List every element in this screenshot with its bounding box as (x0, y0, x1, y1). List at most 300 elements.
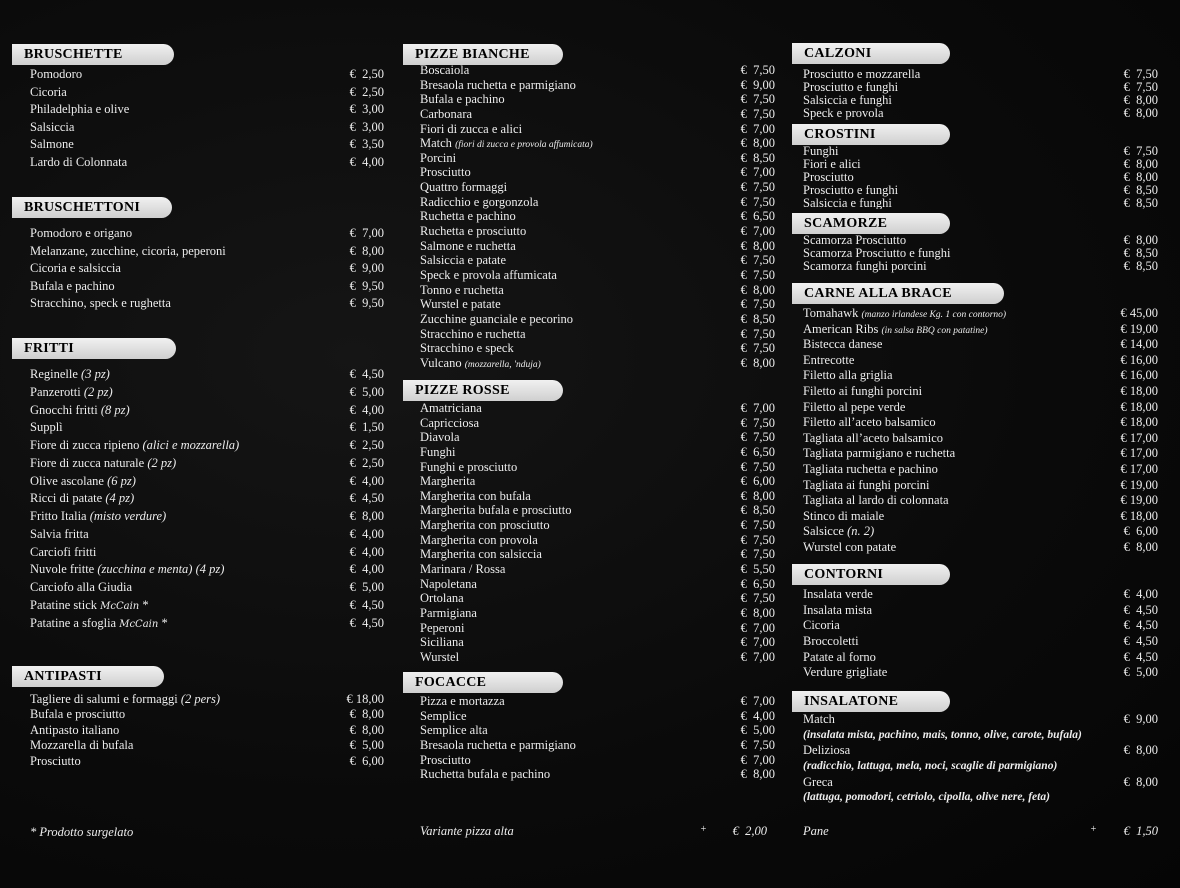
menu-item-price: € 8,00 (349, 509, 384, 523)
menu-item (30, 260, 384, 278)
menu-item-price: € 7,50 (740, 297, 775, 312)
menu-item-price: € 9,00 (349, 261, 384, 276)
item-name-text: Pomodoro (30, 67, 83, 81)
menu-item (803, 158, 1158, 171)
menu-item-price: € 8,00 (349, 243, 384, 258)
menu-item-price: € 8,00 (740, 767, 775, 782)
menu-item-name (420, 474, 723, 489)
menu-item (803, 247, 1158, 260)
menu-item (803, 184, 1158, 197)
menu-item-price: € 7,50 (740, 547, 775, 562)
menu-item-name (30, 119, 332, 137)
menu-item (420, 650, 775, 665)
item-name-text: Vulcano (420, 355, 462, 370)
menu-item (30, 707, 384, 722)
menu-item (803, 618, 1158, 634)
menu-item-name (420, 489, 723, 504)
menu-item-price: € 7,00 (740, 401, 775, 415)
menu-item-price: € 17,00 (1120, 446, 1158, 461)
menu-item (420, 474, 775, 489)
menu-item-name (803, 145, 1106, 158)
menu-item (30, 136, 384, 154)
menu-item-price: € 18,00 (1120, 399, 1158, 414)
menu-item-name (420, 416, 723, 431)
menu-item (420, 518, 775, 533)
menu-item (420, 591, 775, 606)
menu-item-price: € 8,00 (1123, 743, 1158, 758)
menu-item (420, 723, 775, 738)
menu-item-price: € 5,00 (740, 723, 775, 738)
menu-item-name (30, 754, 332, 769)
menu-item-name (803, 158, 1106, 171)
menu-item-price: € 8,00 (1123, 774, 1158, 789)
menu-item-name (420, 591, 723, 606)
item-name-text: Ruchetta e pachino (420, 209, 516, 224)
item-name-text: Wurstel e patate (420, 297, 501, 312)
menu-item (420, 78, 775, 93)
item-name-text: Scamorza Prosciutto e funghi (803, 246, 951, 260)
menu-item-name (420, 767, 723, 782)
menu-item-price: € 8,00 (1123, 156, 1158, 171)
menu-item-name (420, 180, 723, 195)
item-name-text: Fritto Italia (30, 509, 87, 523)
menu-item (420, 268, 775, 283)
item-name-text: Wurstel (420, 649, 460, 664)
item-name-text: Filetto ai funghi porcini (803, 383, 923, 398)
item-name-text: Porcini (420, 150, 457, 165)
menu-item-price: € 8,50 (740, 150, 775, 165)
menu-item-name (30, 738, 332, 753)
item-name-text: Parmigiana (420, 605, 477, 620)
item-name-text: Margherita con salsiccia (420, 547, 542, 562)
bruschette-list (30, 66, 384, 172)
menu-item-name (420, 533, 723, 548)
item-name-text: Margherita bufala e prosciutto (420, 503, 572, 518)
item-name-text: Ruchetta bufala e pachino (420, 767, 551, 782)
item-name-text: Cicoria (30, 84, 67, 99)
menu-item (803, 415, 1158, 431)
item-name-text: Salsicce (803, 524, 844, 539)
menu-item (420, 195, 775, 210)
menu-item-price: € 7,50 (740, 253, 775, 268)
menu-item-name (420, 401, 723, 416)
menu-item (420, 738, 775, 753)
menu-item-name (803, 94, 1106, 107)
section-header-insalatone: INSALATONE (792, 691, 950, 712)
menu-item (420, 401, 775, 416)
menu-item-price: € 7,50 (740, 194, 775, 209)
menu-item (30, 455, 384, 473)
item-name-text: Melanzane, zucchine, cicoria, peperoni (30, 243, 226, 258)
menu-item-price: € 4,50 (1123, 602, 1158, 617)
menu-item (420, 606, 775, 621)
menu-item-price: € 5,00 (349, 738, 384, 753)
menu-item-name (420, 694, 723, 709)
item-name-text: Deliziosa (803, 743, 851, 758)
item-name-text: Prosciutto (420, 752, 471, 767)
menu-item-name (420, 297, 723, 312)
menu-item-name (803, 634, 1106, 650)
item-name-text: Bufala e pachino (30, 278, 115, 293)
item-name-text: Prosciutto (420, 165, 471, 180)
menu-item-name (420, 577, 723, 592)
item-name-text: Tagliata parmigiano e ruchetta (803, 446, 956, 461)
menu-item (420, 533, 775, 548)
item-name-text: Ricci di patate (30, 491, 103, 506)
menu-item-name (803, 368, 1106, 384)
menu-item-price: € 19,00 (1120, 321, 1158, 336)
menu-item (803, 603, 1158, 619)
menu-item-price: € 7,50 (740, 106, 775, 121)
frozen-star: * (142, 597, 149, 612)
insalatone-list (803, 712, 1158, 806)
item-name-text: Stracchino e speck (420, 341, 514, 356)
menu-item-price: € 4,50 (349, 615, 384, 630)
menu-item-price: € 7,50 (740, 180, 775, 195)
menu-item (803, 260, 1158, 273)
menu-item (420, 136, 775, 151)
item-name-text: Peperoni (420, 620, 465, 635)
menu-item-price: € 8,00 (740, 488, 775, 503)
item-name-text: Salmone (30, 137, 74, 152)
item-name-text: Prosciutto e funghi (803, 80, 899, 94)
menu-item (420, 327, 775, 342)
menu-item-name (420, 107, 723, 122)
item-detail: (in salsa BBQ con patatine) (881, 325, 988, 336)
calzoni-list (803, 68, 1158, 120)
menu-item-price: € 9,50 (349, 296, 384, 311)
item-name-text: Filetto alla griglia (803, 368, 893, 383)
item-note: (6 pz) (107, 473, 136, 488)
menu-item-name (420, 621, 723, 636)
item-note: (3 pz) (81, 367, 110, 381)
menu-item-price: € 8,50 (1123, 195, 1158, 210)
menu-item (803, 431, 1158, 447)
frozen-star: * (161, 615, 168, 630)
menu-item-price: € 2,50 (349, 84, 384, 99)
section-header-pizze-bianche: PIZZE BIANCHE (403, 44, 563, 65)
menu-item (803, 775, 1158, 791)
menu-item-name (30, 579, 332, 597)
menu-item-price: € 7,50 (740, 518, 775, 533)
menu-item-price: € 8,50 (740, 503, 775, 518)
menu-item (30, 84, 384, 102)
item-name-text: Stracchino, speck e rughetta (30, 296, 171, 311)
menu-item-price: € 7,50 (740, 92, 775, 107)
menu-item-name (420, 78, 723, 93)
menu-item (803, 107, 1158, 120)
menu-item-name (803, 524, 1106, 540)
item-name-text: Lardo di Colonnata (30, 154, 128, 169)
menu-item-name (30, 66, 332, 84)
menu-item-price: € 4,50 (1123, 634, 1158, 649)
menu-item-price: € 18,00 (1120, 383, 1158, 398)
item-name-text: Broccoletti (803, 634, 859, 649)
item-name-text: Salmone e ruchetta (420, 238, 516, 253)
item-name-text: Nuvole fritte (30, 562, 95, 577)
menu-item-name (803, 712, 1106, 728)
item-name-text: Semplice alta (420, 723, 488, 738)
item-name-text: Filetto al pepe verde (803, 399, 906, 414)
item-name-text: Salsiccia e patate (420, 253, 507, 268)
menu-item-name (803, 415, 1106, 431)
item-name-text: Prosciutto e mozzarella (803, 68, 921, 81)
menu-item (803, 478, 1158, 494)
item-name-text: Bistecca danese (803, 337, 883, 352)
menu-item (30, 119, 384, 137)
menu-item-name (420, 709, 723, 724)
item-note: (8 pz) (100, 402, 130, 417)
menu-item (420, 92, 775, 107)
menu-item (803, 524, 1158, 540)
section-header-scamorze: SCAMORZE (792, 213, 950, 234)
menu-item-name (420, 635, 723, 650)
menu-item-name (420, 209, 723, 224)
menu-item (30, 278, 384, 296)
pizze-bianche-list (420, 63, 775, 370)
menu-item-name (420, 547, 723, 562)
menu-item-price: € 45,00 (1120, 306, 1158, 320)
item-name-text: Insalata mista (803, 602, 873, 617)
menu-item (803, 94, 1158, 107)
menu-item-name (30, 437, 332, 455)
item-note: (zucchina e menta) (4 pz) (97, 562, 225, 577)
menu-item-name (30, 295, 332, 313)
menu-item-price: € 6,50 (740, 444, 775, 459)
menu-item-name (420, 341, 723, 356)
menu-item (420, 312, 775, 327)
menu-item-price: € 7,00 (740, 649, 775, 664)
menu-item-price: € 5,00 (349, 580, 384, 594)
menu-item (420, 489, 775, 504)
menu-item-price: € 5,00 (1123, 665, 1158, 680)
menu-item-name (803, 478, 1106, 494)
menu-item-name (803, 234, 1106, 247)
menu-item-price: € 4,00 (1123, 587, 1158, 601)
section-header-bruschette: BRUSCHETTE (12, 44, 174, 65)
menu-item (420, 180, 775, 195)
menu-item (803, 384, 1158, 400)
menu-item-price: € 17,00 (1120, 430, 1158, 445)
menu-item-price: € 7,50 (1123, 144, 1158, 158)
section-header-focacce: FOCACCE (403, 672, 563, 693)
menu-item (803, 743, 1158, 759)
menu-item-name (30, 707, 332, 722)
variante-plus: + (700, 824, 707, 835)
footnote-variante-pizza (420, 824, 775, 839)
menu-item-name (30, 278, 332, 296)
menu-item-name (30, 544, 332, 562)
menu-item-name (30, 243, 332, 261)
menu-item-name (420, 283, 723, 298)
menu-item-name (420, 518, 723, 533)
item-name-text: Funghi (420, 444, 456, 459)
item-note: (alici e mozzarella) (142, 438, 240, 452)
menu-item (420, 621, 775, 636)
menu-item-name (420, 430, 723, 445)
menu-item-price: € 2,50 (349, 438, 384, 452)
scamorze-list (803, 234, 1158, 273)
item-name-text: Zucchine guanciale e pecorino (420, 311, 574, 326)
menu-item (420, 165, 775, 180)
item-name-text: American Ribs (803, 321, 879, 336)
menu-item (420, 430, 775, 445)
item-name-text: Tagliere di salumi e formaggi (30, 692, 178, 706)
fritti-list (30, 366, 384, 632)
item-name-text: Patatine a sfoglia (30, 615, 117, 630)
menu-item-name (420, 165, 723, 180)
menu-item-name (803, 353, 1106, 369)
menu-item-price: € 7,00 (740, 165, 775, 180)
menu-item-price: € 18,00 (1120, 415, 1158, 430)
item-name-text: Stinco di maiale (803, 508, 885, 523)
menu-item-price: € 14,00 (1120, 337, 1158, 352)
antipasti-list (30, 692, 384, 769)
menu-item-name (803, 493, 1106, 509)
menu-item-name (803, 247, 1106, 260)
menu-item-name (803, 197, 1106, 210)
item-name-text: Entrecotte (803, 352, 855, 367)
menu-item-price: € 7,50 (740, 591, 775, 606)
item-name-text: Salsiccia e funghi (803, 196, 892, 210)
section-header-calzoni: CALZONI (792, 43, 950, 64)
menu-item (30, 402, 384, 420)
menu-item-name (30, 561, 332, 579)
menu-item-price: € 8,00 (1123, 105, 1158, 120)
menu-item-name (803, 775, 1106, 791)
menu-item-name (420, 606, 723, 621)
menu-item (30, 419, 384, 437)
menu-item-price: € 7,50 (740, 737, 775, 752)
menu-item-name (30, 419, 332, 437)
item-name-text: Fiore di zucca naturale (30, 455, 145, 470)
menu-item-price: € 4,00 (349, 544, 384, 559)
menu-item-price: € 9,50 (349, 278, 384, 293)
menu-item (803, 368, 1158, 384)
menu-item (30, 101, 384, 119)
menu-item-price: € 18,00 (1120, 508, 1158, 523)
menu-item-name (420, 268, 723, 283)
menu-item-price: € 8,50 (1123, 182, 1158, 197)
item-name-text: Panzerotti (30, 384, 81, 399)
item-name-text: Verdure grigliate (803, 665, 888, 680)
menu-item-price: € 8,00 (1123, 539, 1158, 554)
item-name-text: Napoletana (420, 576, 477, 591)
menu-item-price: € 7,50 (740, 326, 775, 341)
menu-item-name (30, 490, 332, 508)
menu-item-price: € 8,50 (740, 311, 775, 326)
menu-item-name (803, 68, 1106, 81)
menu-item-price: € 18,00 (346, 692, 384, 706)
menu-item-name (30, 455, 332, 473)
item-name-text: Margherita con provola (420, 532, 538, 547)
menu-item-price: € 6,00 (349, 753, 384, 768)
menu-item-price: € 8,00 (740, 355, 775, 370)
item-note: (2 pz) (83, 384, 113, 399)
menu-item (803, 650, 1158, 666)
menu-item-price: € 8,00 (1123, 233, 1158, 247)
menu-item-name (420, 356, 723, 373)
menu-item (803, 400, 1158, 416)
menu-item-name (30, 508, 332, 526)
menu-item-name (420, 503, 723, 518)
menu-item-price: € 2,50 (349, 67, 384, 81)
menu-item (30, 544, 384, 562)
variante-label: Variante pizza alta (420, 824, 514, 838)
menu-item-name (30, 692, 332, 707)
menu-item (30, 597, 384, 615)
item-name-text: Tomahawk (803, 306, 859, 320)
menu-item-price: € 7,00 (740, 635, 775, 650)
menu-item-name (803, 650, 1106, 666)
menu-item (420, 122, 775, 137)
item-name-text: Salvia fritta (30, 526, 89, 541)
item-name-text: Amatriciana (420, 401, 482, 415)
menu-item (420, 460, 775, 475)
menu-item (30, 508, 384, 526)
menu-item-price: € 3,00 (349, 119, 384, 134)
item-name-text: Tagliata ai funghi porcini (803, 477, 930, 492)
menu-item-price: € 8,00 (1123, 92, 1158, 107)
menu-item (803, 337, 1158, 353)
menu-item-name (803, 540, 1106, 556)
menu-item-name (803, 618, 1106, 634)
item-note: (4 pz) (105, 491, 135, 506)
menu-item-price: € 4,00 (740, 708, 775, 723)
menu-item (30, 225, 384, 243)
menu-item (420, 63, 775, 78)
menu-item-name (420, 312, 723, 327)
pane-plus: + (1090, 824, 1097, 835)
item-name-text: Filetto all’aceto balsamico (803, 415, 936, 430)
menu-item (30, 366, 384, 384)
menu-item-name (420, 151, 723, 166)
item-note: (misto verdure) (89, 509, 167, 523)
item-name-text: Reginelle (30, 367, 78, 381)
menu-item-name (803, 665, 1106, 681)
menu-item-price: € 4,00 (349, 154, 384, 169)
menu-item-name (420, 122, 723, 137)
menu-item (803, 509, 1158, 525)
menu-item-price: € 19,00 (1120, 493, 1158, 508)
item-name-text: Carbonara (420, 106, 473, 121)
menu-item (30, 473, 384, 491)
item-name-text: Olive ascolane (30, 473, 104, 488)
menu-item-price: € 8,50 (1123, 245, 1158, 260)
item-note: (2 pz) (147, 455, 177, 470)
menu-item (420, 209, 775, 224)
menu-item (30, 295, 384, 313)
item-name-text: Fiore di zucca ripieno (30, 438, 140, 452)
item-name-text: Speck e provola affumicata (420, 267, 557, 282)
item-name-text: Funghi e prosciutto (420, 459, 518, 474)
menu-item-name (30, 225, 332, 243)
section-header-antipasti: ANTIPASTI (12, 666, 164, 687)
menu-item-name (803, 171, 1106, 184)
section-header-contorni: CONTORNI (792, 564, 950, 585)
menu-item-price: € 7,00 (740, 121, 775, 136)
item-name-text: Greca (803, 774, 833, 789)
item-name-text: Prosciutto (30, 753, 81, 768)
menu-item-price: € 4,00 (349, 526, 384, 541)
menu-item (420, 445, 775, 460)
bruschettoni-list (30, 225, 384, 313)
item-name-text: Bresaola ruchetta e parmigiano (420, 737, 576, 752)
menu-item-price: € 8,00 (740, 605, 775, 620)
item-name-text: Margherita con bufala (420, 488, 531, 503)
menu-item (420, 107, 775, 122)
menu-item-name (30, 384, 332, 402)
